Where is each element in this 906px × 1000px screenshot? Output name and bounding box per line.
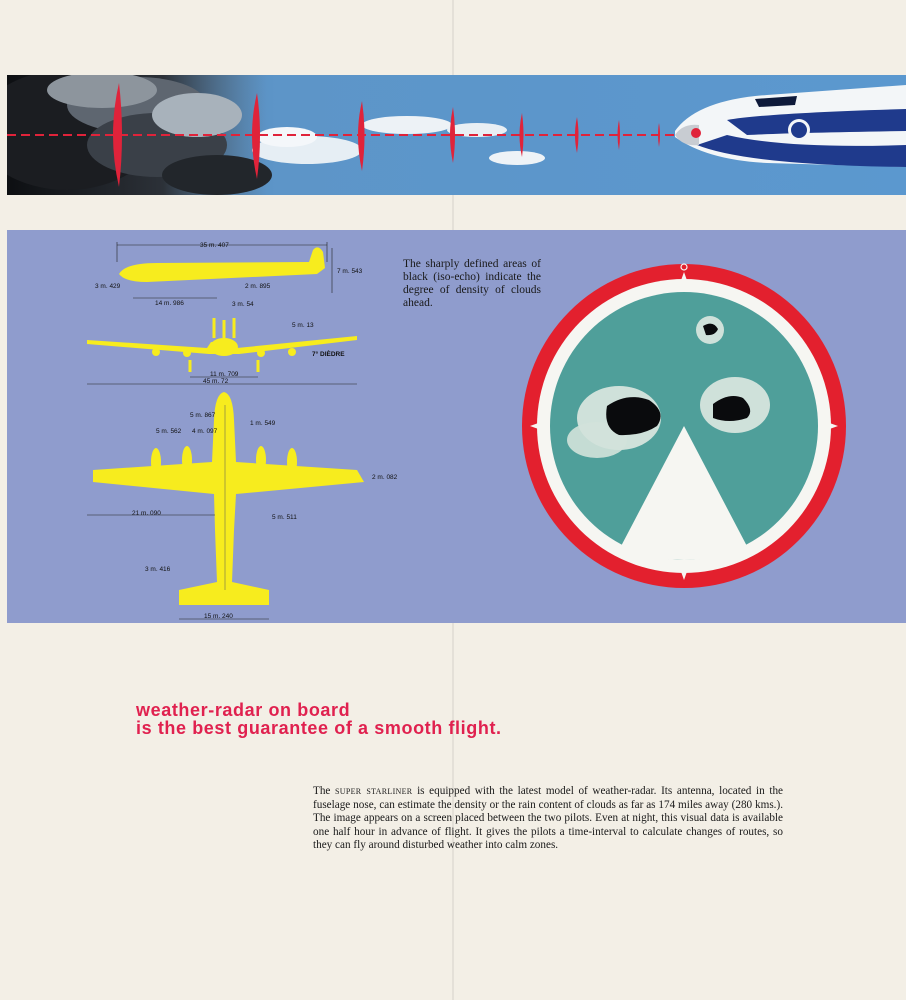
headline-line-1: weather-radar on board (136, 700, 351, 720)
dim-top-d1: 5 m. 867 (190, 412, 216, 419)
radar-scope (522, 264, 846, 588)
dim-front-span: 45 m. 72 (203, 378, 229, 385)
headline (136, 701, 502, 737)
radar-banner-illustration (7, 75, 906, 195)
headline-line-2: is the best guarantee of a smooth flight. (136, 718, 502, 738)
dim-front-track: 11 m. 709 (210, 371, 239, 378)
front-view-diagram (87, 301, 357, 385)
body-text: is equipped with the latest model of weather-radar. Its antenna, located in the fuselage nose, can estimate the density or the rain content of clouds as far as 174 miles away (280 kms.). The image appears on a screen placed between the two pilots. Even at night, this visual data is available one half hour in advance of flight. It gives the pilots a time-interval to calculate changes of routes, so they can fly around disturbed weather into calm zones. (313, 785, 784, 852)
dim-top-d9: 15 m. 240 (204, 613, 233, 620)
body-paragraph (313, 785, 783, 853)
dim-side-wheelbase: 14 m. 986 (155, 300, 184, 307)
top-view-diagram (87, 392, 398, 620)
body-lead: The (313, 785, 331, 797)
dim-side-height: 7 m. 543 (337, 268, 363, 275)
body-aircraft-name: super starliner (335, 785, 413, 797)
dim-top-d3: 4 m. 097 (192, 428, 218, 435)
dim-top-d5: 2 m. 082 (372, 474, 398, 481)
dim-side-height-low: 3 m. 429 (95, 283, 121, 290)
dim-front-dihedral-label: 7° DIÈDRE (312, 351, 345, 358)
dim-front-tail-width: 3 m. 54 (232, 301, 254, 308)
radar-caption: The sharply defined areas of black (iso-echo) indicate the degree of density of clouds ahead. (403, 258, 541, 309)
side-view-diagram (95, 242, 363, 307)
dim-top-d6: 21 m. 090 (132, 510, 161, 517)
dim-side-length: 35 m. 407 (200, 242, 229, 249)
dim-front-dihedral-a: 5 m. 13 (292, 322, 314, 329)
dim-top-d7: 5 m. 511 (272, 514, 297, 521)
dim-top-d2: 5 m. 562 (156, 428, 182, 435)
dim-top-d4: 1 m. 549 (250, 420, 276, 427)
dim-side-width-a: 2 m. 895 (245, 283, 271, 290)
dim-top-d8: 3 m. 416 (145, 566, 171, 573)
